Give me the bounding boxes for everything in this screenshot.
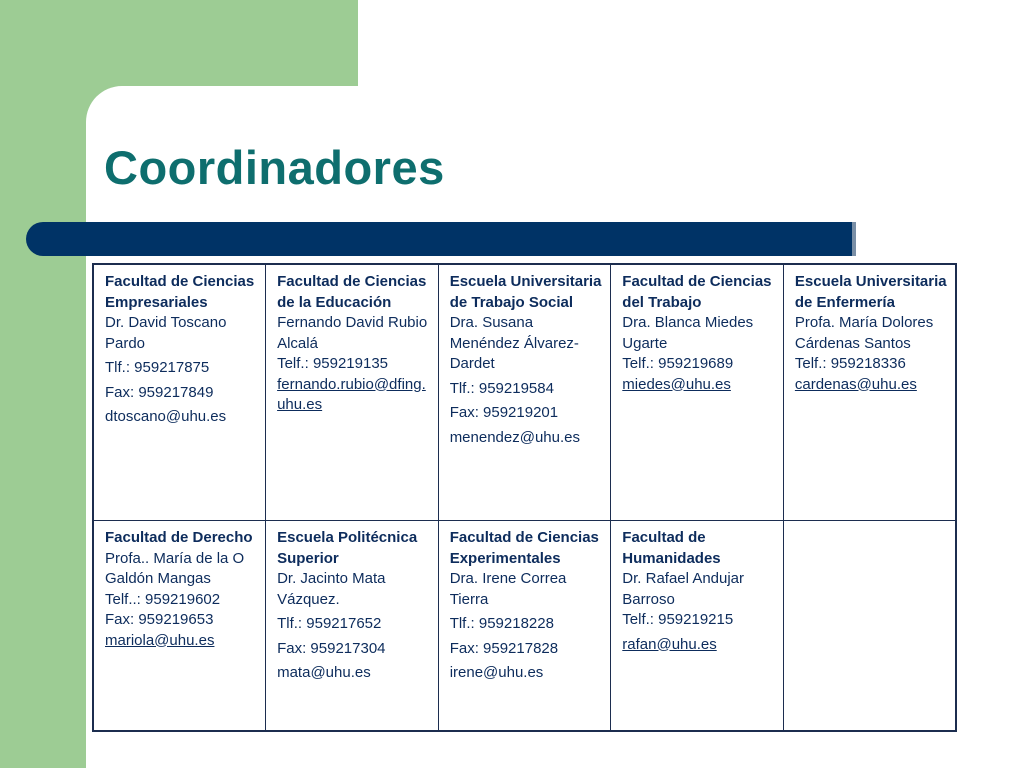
faculty-name: Facultad de Humanidades — [622, 529, 721, 567]
coordinator-phone: Tlf.: 959218228 — [449, 615, 554, 632]
table-row — [93, 521, 956, 732]
coordinator-phone: Tlf.: 959219584 — [449, 379, 554, 397]
coordinator-email: irene@uhu.es — [449, 664, 544, 681]
coordinator-name: Dra. Susana Menéndez Álvarez-Dardet — [449, 314, 579, 372]
empty-cell — [783, 521, 956, 732]
coordinator-fax: Fax: 959217828 — [449, 639, 559, 657]
coordinator-name: Dr. Jacinto Mata Vázquez. — [277, 570, 386, 608]
decor-title-bar — [26, 222, 852, 256]
coordinator-phone: Telf.: 959219689 — [622, 355, 734, 372]
coordinator-name: Fernando David Rubio Alcalá — [277, 314, 428, 352]
coordinator-cell — [783, 264, 956, 521]
coordinator-cell — [93, 264, 266, 521]
coordinator-cell — [438, 264, 611, 521]
coordinator-fax: Fax: 959217849 — [105, 383, 214, 401]
faculty-name: Facultad de Ciencias Empresariales — [105, 273, 255, 311]
coordinator-email: dtoscano@uhu.es — [105, 408, 227, 425]
coordinator-phone: Tlf.: 959217652 — [277, 615, 382, 632]
table-row — [93, 264, 956, 521]
faculty-name: Escuela Politécnica Superior — [277, 529, 418, 567]
coordinator-fax: Fax: 959219653 — [105, 611, 214, 628]
coordinator-cell — [438, 521, 611, 732]
coordinator-email-link[interactable]: mariola@uhu.es — [105, 631, 215, 649]
faculty-name: Escuela Universitaria de Enfermería — [794, 273, 947, 311]
faculty-name: Facultad de Ciencias del Trabajo — [622, 273, 772, 311]
coordinator-email-link[interactable]: fernando.rubio@dfing.uhu.es — [277, 375, 426, 413]
coordinator-name: Dr. David Toscano Pardo — [105, 314, 227, 352]
faculty-name: Facultad de Ciencias de la Educación — [277, 273, 427, 311]
coordinator-name: Profa. María Dolores Cárdenas Santos — [794, 314, 934, 352]
coordinator-name: Dra. Irene Correa Tierra — [449, 570, 567, 608]
coordinator-email: mata@uhu.es — [277, 664, 371, 681]
coordinator-name: Profa.. María de la O Galdón Mangas — [105, 549, 245, 587]
decor-green-left — [0, 0, 88, 768]
coordinator-fax: Fax: 959217304 — [277, 639, 386, 657]
coordinator-phone: Telf.: 959219135 — [277, 355, 389, 372]
coordinator-email: menendez@uhu.es — [449, 428, 580, 446]
coordinator-name: Dra. Blanca Miedes Ugarte — [622, 314, 754, 352]
coordinator-phone: Telf.: 959218336 — [794, 355, 906, 372]
coordinator-cell — [266, 521, 439, 732]
coordinators-table — [92, 263, 957, 732]
coordinator-name: Dr. Rafael Andujar Barroso — [622, 570, 745, 608]
coordinator-cell — [611, 521, 784, 732]
coordinator-email-link[interactable]: rafan@uhu.es — [622, 635, 717, 653]
faculty-name: Facultad de Derecho — [105, 529, 253, 546]
coordinator-fax: Fax: 959219201 — [449, 404, 559, 421]
coordinator-email-link[interactable]: cardenas@uhu.es — [794, 375, 917, 393]
page-title: Coordinadores — [104, 141, 445, 194]
coordinator-phone: Telf..: 959219602 — [105, 590, 221, 608]
coordinator-phone: Tlf.: 959217875 — [105, 359, 210, 376]
decor-title-bar-end — [852, 222, 856, 256]
coordinator-email-link[interactable]: miedes@uhu.es — [622, 375, 731, 393]
coordinator-cell — [266, 264, 439, 521]
coordinator-cell — [611, 264, 784, 521]
faculty-name: Escuela Universitaria de Trabajo Social — [449, 273, 602, 311]
coordinator-cell — [93, 521, 266, 732]
faculty-name: Facultad de Ciencias Experimentales — [449, 529, 599, 567]
coordinator-phone: Telf.: 959219215 — [622, 611, 734, 628]
